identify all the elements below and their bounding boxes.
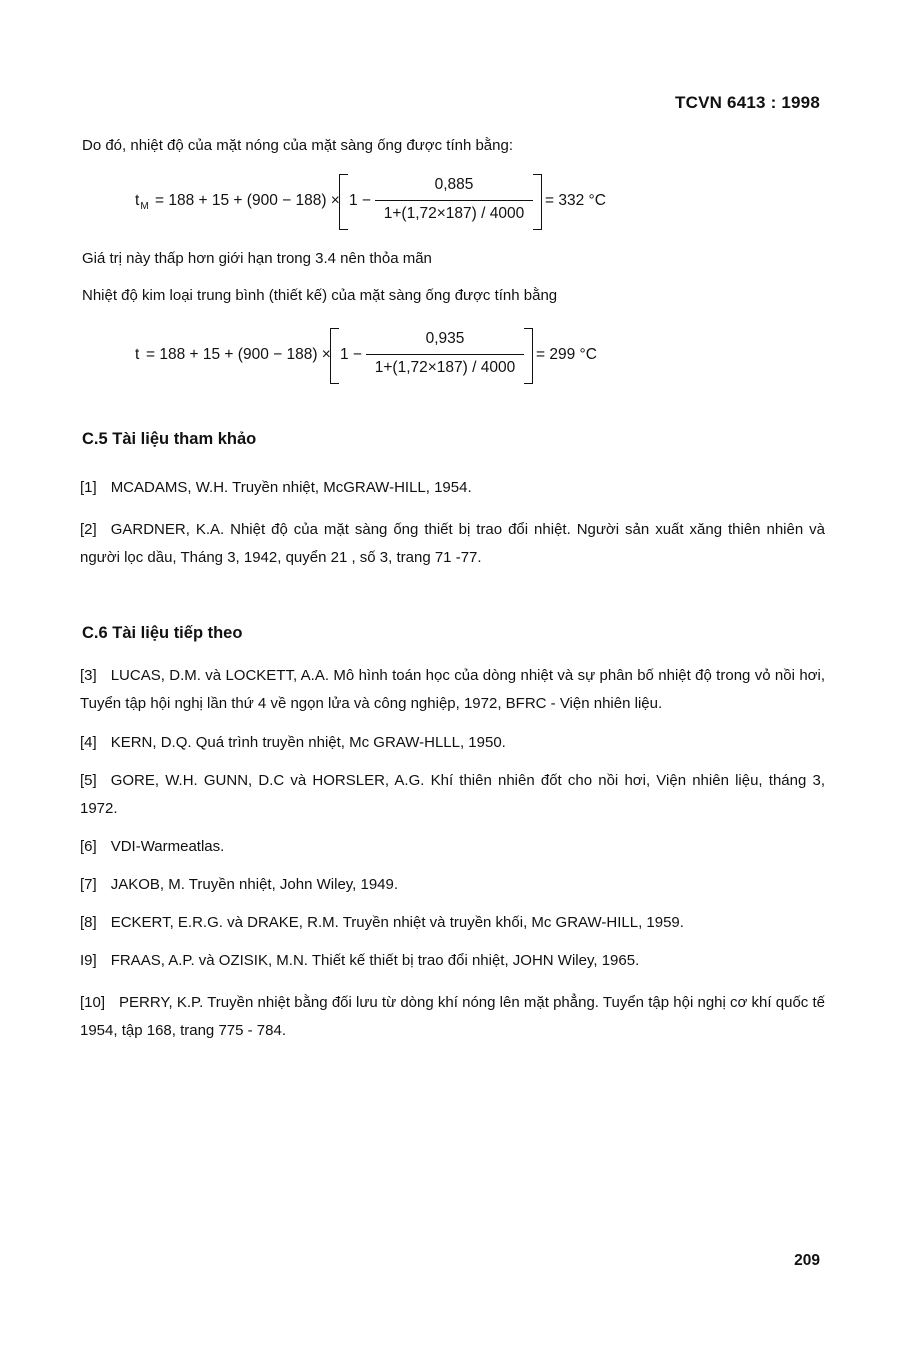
left-bracket [339, 174, 348, 230]
reference-number: [3] [80, 667, 97, 684]
formula-lhs: t [135, 346, 140, 363]
reference-item [80, 947, 825, 975]
reference-number: [8] [80, 914, 97, 931]
fraction-numerator: 0,935 [425, 330, 465, 347]
reference-item [80, 474, 825, 502]
page-number: 209 [794, 1252, 820, 1269]
formula-fraction [366, 325, 524, 385]
reference-text: VDI-Warmeatlas. [110, 838, 225, 855]
formula-result: = 299 °C [536, 346, 597, 363]
fraction-bar [375, 200, 533, 201]
reference-number: I9] [80, 952, 97, 969]
right-bracket [524, 328, 533, 384]
reference-item [80, 729, 825, 757]
reference-item [80, 833, 825, 861]
formula-fraction [375, 171, 533, 231]
left-bracket [330, 328, 339, 384]
reference-number: [5] [80, 772, 97, 789]
reference-number: [2] [80, 521, 97, 538]
formula-result: = 332 °C [545, 192, 606, 209]
section-heading-further-reading: C.6 Tài liệu tiếp theo [82, 624, 243, 642]
reference-text: FRAAS, A.P. và OZISIK, M.N. Thiết kế thiết bị trao đổi nhiệt, JOHN Wiley, 1965. [110, 952, 640, 969]
reference-text: MCADAMS, W.H. Truyền nhiệt, McGRAW-HILL, 1954. [110, 479, 472, 496]
fraction-denominator: 1+(1,72×187) / 4000 [374, 359, 516, 376]
note-limit: Giá trị này thấp hơn giới hạn trong 3.4 nên thỏa mãn [82, 250, 432, 267]
fraction-denominator: 1+(1,72×187) / 4000 [383, 205, 525, 222]
formula-prefix: = 188 + 15 + (900 − 188) × [155, 192, 340, 209]
fraction-bar [366, 354, 524, 355]
reference-text: KERN, D.Q. Quá trình truyền nhiệt, Mc GRAW-HLLL, 1950. [110, 734, 506, 751]
reference-number: [10] [80, 994, 106, 1011]
formula-one-minus: 1 − [349, 192, 371, 209]
reference-item [80, 989, 825, 1045]
standard-code: TCVN 6413 : 1998 [675, 93, 820, 112]
reference-text: JAKOB, M. Truyền nhiệt, John Wiley, 1949. [110, 876, 399, 893]
reference-text: LUCAS, D.M. và LOCKETT, A.A. Mô hình toán học của dòng nhiệt và sự phân bố nhiệt độ trong vỏ nồi hơi, Tuyển tập hội nghị lần thứ 4 về ngọn lửa và công nghiệp, 1972, BFRC - Viện nhiên liệu. [80, 667, 825, 712]
fraction-numerator: 0,885 [434, 176, 474, 193]
reference-number: [1] [80, 479, 97, 496]
formula-lhs: $t_M$ [135, 192, 149, 212]
note-mean-temperature: Nhiệt độ kim loại trung bình (thiết kế) của mặt sàng ống được tính bằng [82, 287, 558, 304]
reference-item [80, 516, 825, 572]
reference-number: [6] [80, 838, 97, 855]
right-bracket [533, 174, 542, 230]
formula-prefix: = 188 + 15 + (900 − 188) × [146, 346, 331, 363]
reference-number: [4] [80, 734, 97, 751]
reference-item [80, 767, 825, 823]
formula-one-minus: 1 − [340, 346, 362, 363]
reference-text: ECKERT, E.R.G. và DRAKE, R.M. Truyền nhiệt và truyền khối, Mc GRAW-HILL, 1959. [110, 914, 684, 931]
reference-text: GORE, W.H. GUNN, D.C và HORSLER, A.G. Khí thiên nhiên đốt cho nồi hơi, Viện nhiên liệu, tháng 3, 1972. [80, 772, 825, 817]
formula-mean-temperature [135, 325, 635, 385]
reference-item [80, 662, 825, 718]
reference-item [80, 909, 825, 937]
section-heading-references: C.5 Tài liệu tham khảo [82, 430, 257, 448]
formula-surface-temperature [135, 171, 635, 231]
reference-number: [7] [80, 876, 97, 893]
intro-paragraph: Do đó, nhiệt độ của mặt nóng của mặt sàng ống được tính bằng: [82, 137, 513, 154]
reference-text: PERRY, K.P. Truyền nhiệt bằng đối lưu từ dòng khí nóng lên mặt phẳng. Tuyển tập hội nghị cơ khí quốc tế 1954, tập 168, trang 775 - 784. [80, 994, 825, 1039]
reference-item [80, 871, 825, 899]
reference-text: GARDNER, K.A. Nhiệt độ của mặt sàng ống thiết bị trao đổi nhiệt. Người sản xuất xăng thiên nhiên và người lọc dầu, Tháng 3, 1942, quyển 21 , số 3, trang 71 -77. [80, 521, 825, 566]
